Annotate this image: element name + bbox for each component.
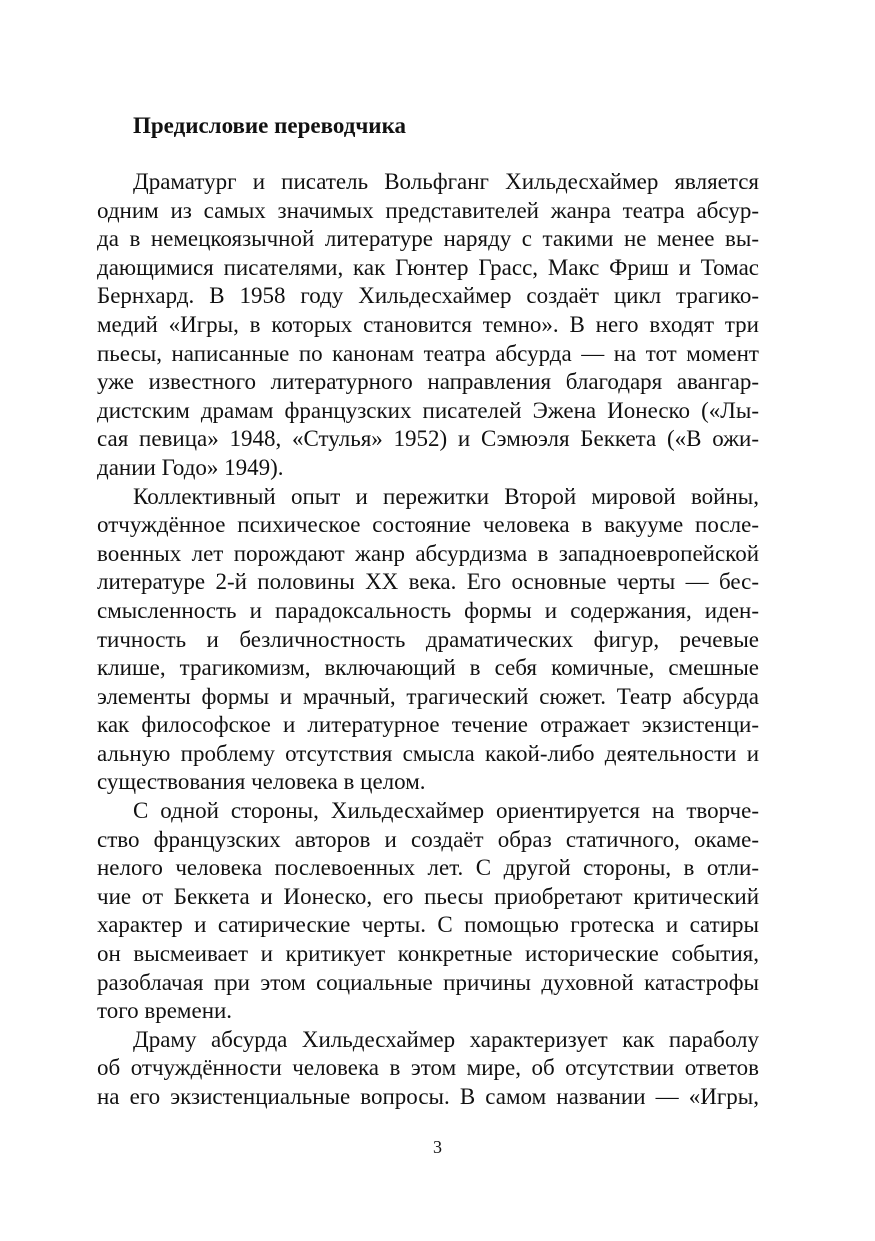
text-line: С одной стороны, Хильдесхаймер ориентируется на творче- xyxy=(133,798,759,824)
text-line: он высмеивает и критикует конкретные исторические события, xyxy=(97,941,759,967)
text-line: медий «Игры, в которых становится темно». В него входят три xyxy=(97,311,759,337)
text-line: Коллективный опыт и пережитки Второй мировой войны, xyxy=(133,483,759,509)
paragraph-4 xyxy=(97,1026,759,1112)
text-line: дании Годо» 1949). xyxy=(97,454,284,480)
text-line: уже известного литературного направления благодаря авангар- xyxy=(97,369,759,395)
page-number: 3 xyxy=(433,1137,442,1157)
text-line: на его экзистенциальные вопросы. В самом названии — «Игры, xyxy=(97,1084,759,1109)
text-line: чие от Беккета и Ионеско, его пьесы приобретают критический xyxy=(97,883,759,909)
text-line: литературе 2-й половины XX века. Его основные черты — бес- xyxy=(97,569,759,595)
text-line: разоблачая при этом социальные причины духовной катастрофы xyxy=(97,969,759,995)
text-line: дающимися писателями, как Гюнтер Грасс, Макс Фриш и Томас xyxy=(97,254,759,280)
text-line: характер и сатирические черты. С помощью гротеска и сатиры xyxy=(97,912,759,938)
text-line: военных лет порождают жанр абсурдизма в западноевропейской xyxy=(97,540,759,566)
text-line: пьесы, написанные по канонам театра абсурда — на тот момент xyxy=(97,340,759,366)
text-line: нелого человека послевоенных лет. С другой стороны, в отли- xyxy=(97,855,759,881)
text-line: Драматург и писатель Вольфганг Хильдесхаймер является xyxy=(133,169,759,194)
text-line: Бернхард. В 1958 году Хильдесхаймер создаёт цикл трагико- xyxy=(97,283,759,309)
paragraph-1 xyxy=(97,168,759,483)
text-line: альную проблему отсутствия смысла какой-либо деятельности и xyxy=(97,740,759,766)
text-line: клише, трагикомизм, включающий в себя комичные, смешные xyxy=(97,655,759,681)
text-line: одним из самых значимых представителей жанра театра абсур- xyxy=(97,197,759,223)
paragraph-2 xyxy=(97,483,759,798)
text-line: элементы формы и мрачный, трагический сюжет. Театр абсурда xyxy=(97,683,759,709)
text-line: да в немецкоязычной литературе наряду с такими не менее вы- xyxy=(97,226,759,252)
text-line: существования человека в целом. xyxy=(97,769,426,795)
text-line: смысленность и парадоксальность формы и содержания, иден- xyxy=(97,597,759,623)
paragraph-3 xyxy=(97,797,759,1026)
text-line: как философское и литературное течение отражает экзистенци- xyxy=(97,712,759,738)
text-line: отчуждённое психическое состояние человека в вакууме после- xyxy=(97,512,759,538)
text-line: тичность и безличностность драматических фигур, речевые xyxy=(97,626,759,652)
section-heading: Предисловие переводчика xyxy=(133,113,406,138)
body-text xyxy=(97,168,759,1112)
text-line: сая певица» 1948, «Стулья» 1952) и Сэмюэля Беккета («В ожи- xyxy=(97,426,759,452)
text-line: того времени. xyxy=(97,998,233,1024)
text-line: Драму абсурда Хильдесхаймер характеризует как параболу xyxy=(133,1026,759,1052)
text-line: дистским драмам французских писателей Эжена Ионеско («Лы- xyxy=(97,397,759,423)
text-line: ство французских авторов и создаёт образ статичного, окаме- xyxy=(97,826,759,852)
text-line: об отчуждённости человека в этом мире, об отсутствии ответов xyxy=(97,1055,759,1081)
